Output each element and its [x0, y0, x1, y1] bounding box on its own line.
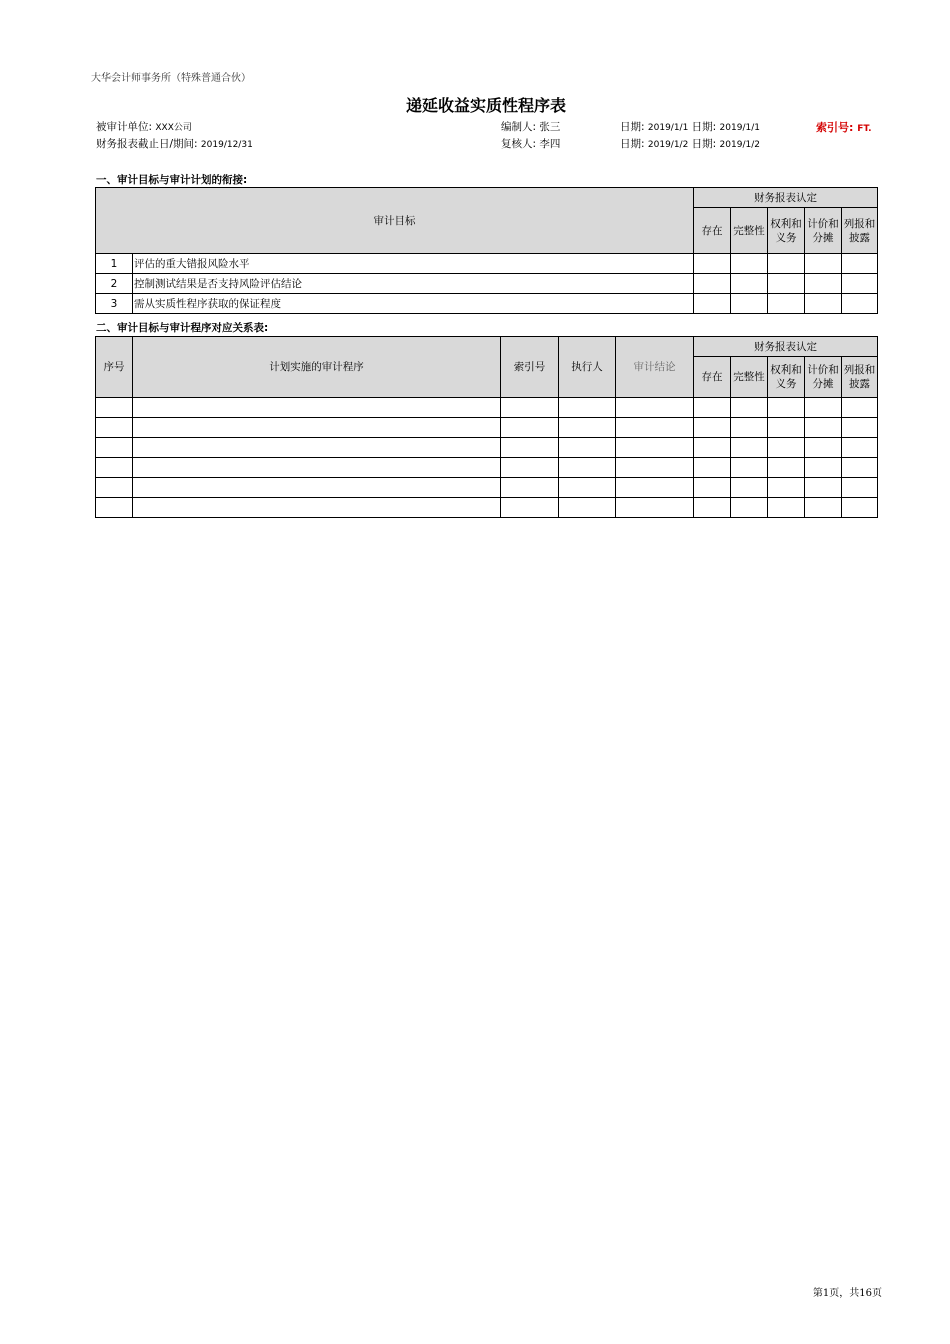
page-number: 第1页，共16页: [812, 1288, 882, 1299]
cell[interactable]: [842, 418, 878, 438]
prep-date-field: [620, 119, 760, 134]
reviewer-label: 复核人:: [501, 138, 537, 150]
cell[interactable]: [133, 418, 501, 438]
period-label: 财务报表截止日/期间:: [96, 138, 198, 150]
index-value: FT.: [857, 124, 872, 134]
period-value: 2019/12/31: [200, 140, 253, 150]
preparer-label: 编制人:: [501, 121, 537, 133]
rev-date-1: 2019/1/2: [647, 140, 689, 150]
prep-date-2: 2019/1/1: [719, 123, 760, 133]
assertion-rights: 权利和义务: [768, 208, 805, 254]
index-field: [816, 119, 872, 135]
cell[interactable]: [842, 498, 878, 518]
cell[interactable]: [133, 438, 501, 458]
cell[interactable]: [694, 254, 731, 274]
cell[interactable]: [842, 458, 878, 478]
firm-name: 大华会计师事务所（特殊普通合伙）: [91, 73, 251, 84]
assertion-presentation: 列报和披露: [842, 357, 878, 398]
cell[interactable]: [559, 458, 616, 478]
rev-date-field: [620, 136, 760, 151]
cell[interactable]: [96, 398, 133, 418]
cell[interactable]: [731, 478, 768, 498]
table-row: [96, 398, 878, 418]
row-number: 1: [96, 254, 133, 274]
table-row: [96, 478, 878, 498]
cell[interactable]: [768, 438, 805, 458]
cell[interactable]: [694, 418, 731, 438]
cell[interactable]: [805, 254, 842, 274]
cell[interactable]: [842, 398, 878, 418]
cell[interactable]: [96, 438, 133, 458]
cell[interactable]: [694, 398, 731, 418]
cell[interactable]: [616, 418, 694, 438]
procedures-body: [96, 398, 878, 518]
cell[interactable]: [842, 254, 878, 274]
cell[interactable]: [731, 294, 768, 314]
cell[interactable]: [731, 398, 768, 418]
cell[interactable]: [731, 418, 768, 438]
assertion-rights: 权利和义务: [768, 357, 805, 398]
cell[interactable]: [133, 498, 501, 518]
cell[interactable]: [805, 498, 842, 518]
col-executor-header: 执行人: [559, 337, 616, 398]
date-label: 日期:: [691, 121, 717, 133]
assertion-valuation: 计价和分摊: [805, 208, 842, 254]
cell[interactable]: [501, 498, 559, 518]
cell[interactable]: [559, 398, 616, 418]
section2-heading: 二、审计目标与审计程序对应关系表:: [96, 322, 269, 334]
cell[interactable]: [805, 478, 842, 498]
cell[interactable]: [501, 478, 559, 498]
row-number: 3: [96, 294, 133, 314]
objective-text: 需从实质性程序获取的保证程度: [133, 294, 694, 314]
cell[interactable]: [731, 274, 768, 294]
cell[interactable]: [731, 438, 768, 458]
cell[interactable]: [96, 478, 133, 498]
cell[interactable]: [616, 478, 694, 498]
section1-heading: 一、审计目标与审计计划的衔接:: [96, 174, 248, 186]
col-procedure-header: 计划实施的审计程序: [133, 337, 501, 398]
objective-text: 评估的重大错报风险水平: [133, 254, 694, 274]
col-conclusion-header: 审计结论: [616, 337, 694, 398]
preparer-value: 张三: [539, 121, 561, 133]
table-row: [96, 498, 878, 518]
reviewer-value: 李四: [539, 138, 561, 150]
cell[interactable]: [694, 438, 731, 458]
cell[interactable]: [768, 478, 805, 498]
cell[interactable]: [842, 274, 878, 294]
cell[interactable]: [133, 398, 501, 418]
cell[interactable]: [694, 498, 731, 518]
cell[interactable]: [616, 398, 694, 418]
cell[interactable]: [842, 438, 878, 458]
cell[interactable]: [559, 418, 616, 438]
cell[interactable]: [501, 418, 559, 438]
entity-label: 被审计单位:: [96, 121, 153, 133]
cell[interactable]: [768, 458, 805, 478]
rev-date-2: 2019/1/2: [719, 140, 760, 150]
entity-value: XXX公司: [155, 123, 192, 133]
cell[interactable]: [96, 458, 133, 478]
entity-field: [96, 119, 192, 134]
assertion-existence: 存在: [694, 208, 731, 254]
cell[interactable]: [96, 498, 133, 518]
reviewer-field: [501, 136, 560, 151]
date-label: 日期:: [620, 138, 645, 150]
cell[interactable]: [805, 398, 842, 418]
cell[interactable]: [616, 498, 694, 518]
cell[interactable]: [805, 438, 842, 458]
table-row: [96, 294, 878, 314]
cell[interactable]: [694, 478, 731, 498]
cell[interactable]: [501, 438, 559, 458]
table-row: [96, 458, 878, 478]
assertion-group-header: 财务报表认定: [694, 188, 878, 208]
cell[interactable]: [694, 294, 731, 314]
assertion-presentation: 列报和披露: [842, 208, 878, 254]
period-field: [96, 136, 253, 151]
cell[interactable]: [768, 294, 805, 314]
cell[interactable]: [559, 478, 616, 498]
cell[interactable]: [133, 458, 501, 478]
date-label: 日期:: [691, 138, 717, 150]
cell[interactable]: [559, 498, 616, 518]
cell[interactable]: [768, 398, 805, 418]
assertion-valuation: 计价和分摊: [805, 357, 842, 398]
cell[interactable]: [559, 438, 616, 458]
table-row: [96, 254, 878, 274]
assertion-completeness: 完整性: [731, 208, 768, 254]
assertion-group-header: 财务报表认定: [694, 337, 878, 357]
cell[interactable]: [842, 294, 878, 314]
cell[interactable]: [616, 458, 694, 478]
cell[interactable]: [501, 458, 559, 478]
procedures-table: [95, 336, 878, 518]
preparer-field: [501, 119, 560, 134]
cell[interactable]: [731, 458, 768, 478]
table-row: [96, 418, 878, 438]
cell[interactable]: [768, 418, 805, 438]
cell[interactable]: [842, 478, 878, 498]
cell[interactable]: [768, 498, 805, 518]
cell[interactable]: [501, 398, 559, 418]
row-number: 2: [96, 274, 133, 294]
cell[interactable]: [694, 274, 731, 294]
index-label: 索引号:: [816, 121, 854, 134]
assertion-existence: 存在: [694, 357, 731, 398]
objectives-table: [95, 187, 878, 314]
cell[interactable]: [805, 274, 842, 294]
assertion-completeness: 完整性: [731, 357, 768, 398]
date-label: 日期:: [620, 121, 645, 133]
cell[interactable]: [731, 254, 768, 274]
cell[interactable]: [694, 458, 731, 478]
col-index-header: 索引号: [501, 337, 559, 398]
cell[interactable]: [616, 438, 694, 458]
cell[interactable]: [805, 294, 842, 314]
cell[interactable]: [805, 418, 842, 438]
prep-date-1: 2019/1/1: [647, 123, 689, 133]
cell[interactable]: [768, 274, 805, 294]
cell[interactable]: [805, 458, 842, 478]
cell[interactable]: [768, 254, 805, 274]
cell[interactable]: [96, 418, 133, 438]
cell[interactable]: [133, 478, 501, 498]
objective-header: 审计目标: [96, 188, 694, 254]
col-no-header: 序号: [96, 337, 133, 398]
table-row: [96, 274, 878, 294]
cell[interactable]: [731, 498, 768, 518]
objective-text: 控制测试结果是否支持风险评估结论: [133, 274, 694, 294]
table-row: [96, 438, 878, 458]
page-title: 递延收益实质性程序表: [405, 96, 566, 115]
